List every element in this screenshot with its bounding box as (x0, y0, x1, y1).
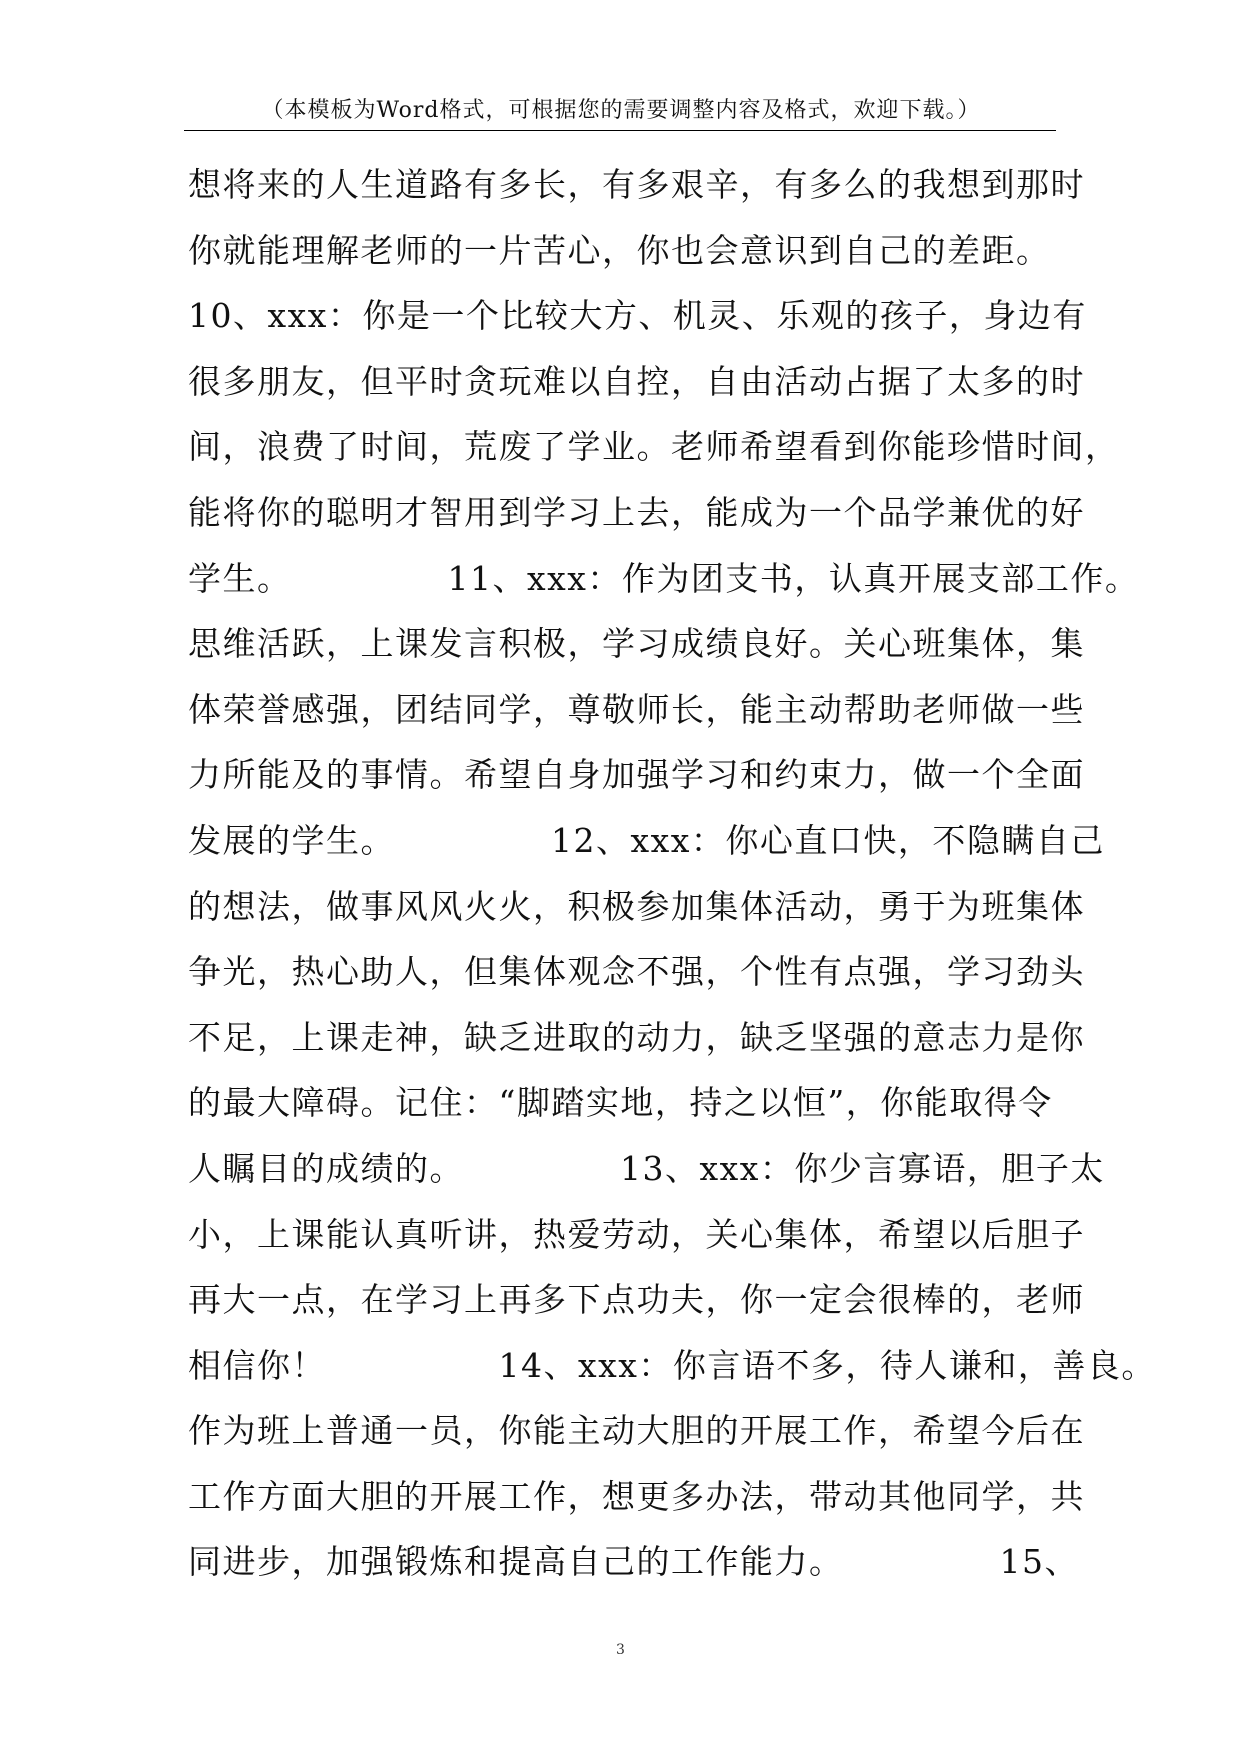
text-line: 很多朋友，但平时贪玩难以自控，自由活动占据了太多的时 (188, 361, 1085, 401)
text-line: 能将你的聪明才智用到学习上去，能成为一个品学兼优的好 (188, 492, 1085, 532)
text-line: 同进步，加强锻炼和提高自己的工作能力。 15、 (188, 1542, 1079, 1582)
text-line: 争光，热心助人，但集体观念不强，个性有点强，学习劲头 (188, 952, 1085, 992)
text-line: 学生。 11、xxx：作为团支书，认真开展支部工作。 (188, 558, 1140, 598)
text-line: 力所能及的事情。希望自身加强学习和约束力，做一个全面 (188, 755, 1085, 795)
text-line: 工作方面大胆的开展工作，想更多办法，带动其他同学，共 (188, 1476, 1085, 1516)
text-line: 思维活跃，上课发言积极，学习成绩良好。关心班集体，集 (188, 624, 1085, 664)
text-line: 相信你！ 14、xxx：你言语不多，待人谦和，善良。 (188, 1345, 1156, 1385)
text-line: 作为班上普通一员，你能主动大胆的开展工作，希望今后在 (188, 1411, 1085, 1451)
text-line: 10、xxx：你是一个比较大方、机灵、乐观的孩子，身边有 (188, 296, 1087, 336)
header-divider (184, 130, 1056, 131)
text-line: 体荣誉感强，团结同学，尊敬师长，能主动帮助老师做一些 (188, 689, 1085, 729)
text-line: 再大一点，在学习上再多下点功夫，你一定会很棒的，老师 (188, 1280, 1085, 1320)
text-line: 你就能理解老师的一片苦心，你也会意识到自己的差距。 (188, 230, 1051, 270)
text-line: 间，浪费了时间，荒废了学业。老师希望看到你能珍惜时间， (188, 427, 1120, 467)
text-line: 想将来的人生道路有多长，有多艰辛，有多么的我想到那时 (188, 165, 1085, 204)
page-header: （本模板为Word格式，可根据您的需要调整内容及格式，欢迎下载。） (261, 98, 981, 123)
text-line: 的想法，做事风风火火，积极参加集体活动，勇于为班集体 (188, 886, 1085, 926)
text-line: 小，上课能认真听讲，热爱劳动，关心集体，希望以后胆子 (188, 1214, 1085, 1254)
text-line: 不足，上课走神，缺乏进取的动力，缺乏坚强的意志力是你 (188, 1017, 1085, 1057)
page-number: 3 (616, 1642, 625, 1658)
text-line: 人瞩目的成绩的。 13、xxx：你少言寡语，胆子太 (188, 1148, 1105, 1188)
text-line: 发展的学生。 12、xxx：你心直口快，不隐瞒自己 (188, 820, 1105, 860)
text-line: 的最大障碍。记住：“脚踏实地，持之以恒”，你能取得令 (188, 1083, 1053, 1123)
document-body (188, 152, 1156, 1595)
